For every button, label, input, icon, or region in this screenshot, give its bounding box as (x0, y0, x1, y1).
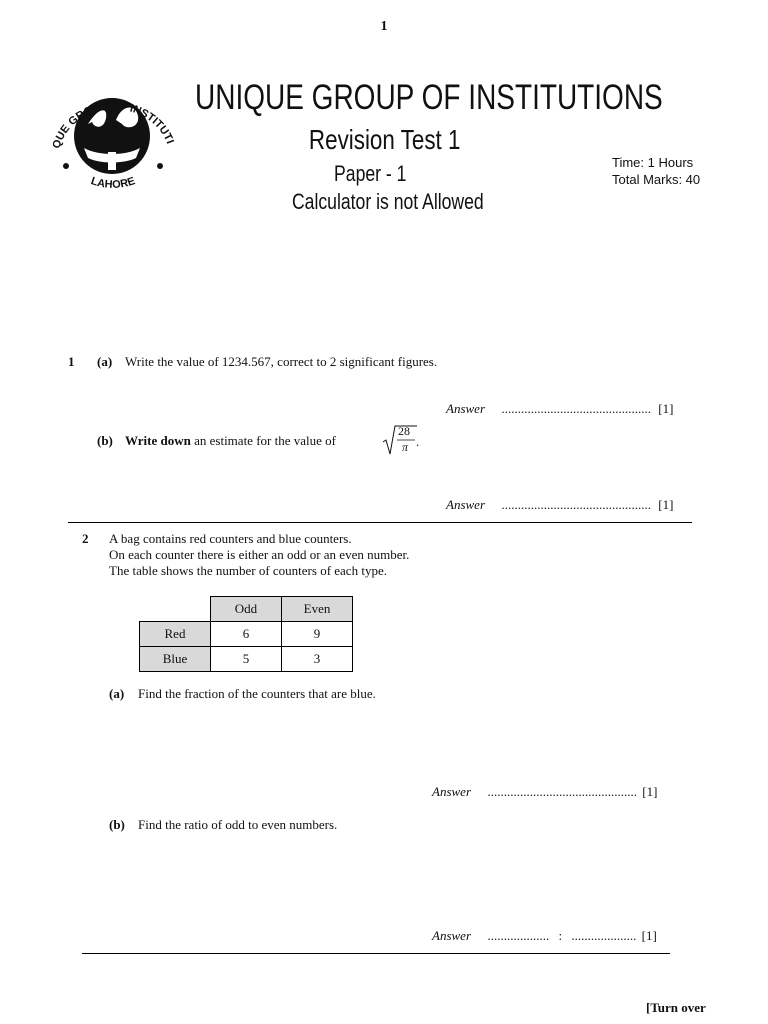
column-header-odd: Odd (211, 597, 282, 622)
column-header-even: Even (282, 597, 353, 622)
test-title: Revision Test 1 (309, 124, 461, 155)
table-header-row (140, 597, 353, 622)
answer-label: Answer (446, 497, 485, 512)
table-cell: 3 (282, 647, 353, 672)
ratio-colon: : (558, 928, 563, 943)
answer-label: Answer (432, 928, 471, 943)
logo-text-bottom: LAHORE (89, 175, 137, 191)
question-1a-label: (a) (97, 354, 113, 369)
marks: [1] (641, 928, 657, 943)
calculator-note: Calculator is not Allowed (292, 189, 484, 214)
question-2-line-1: A bag contains red counters and blue counters. (109, 531, 352, 546)
question-2b-text: Find the ratio of odd to even numbers. (138, 817, 338, 832)
question-2a-text: Find the fraction of the counters that are blue. (138, 686, 376, 701)
marks: [1] (658, 401, 674, 416)
question-divider (68, 522, 692, 523)
question-1b-text: Write down an estimate for the value of (125, 433, 336, 448)
time-allowed: Time: 1 Hours (612, 155, 694, 170)
answer-label: Answer (446, 401, 485, 416)
question-2a-label: (a) (109, 686, 125, 701)
question-1-number: 1 (68, 354, 75, 369)
table-cell: 5 (211, 647, 282, 672)
question-2-line-2: On each counter there is either an odd or an even number. (109, 547, 410, 562)
institution-logo (46, 78, 180, 196)
table-row (140, 647, 353, 672)
question-2b-label: (b) (109, 817, 125, 832)
question-1b-label: (b) (97, 433, 113, 448)
row-header-red: Red (140, 622, 211, 647)
answer-line-right[interactable]: .................... (571, 928, 637, 943)
question-2-number: 2 (82, 531, 89, 546)
answer-line[interactable]: .............................................. (501, 401, 651, 416)
answer-line-left[interactable]: ................... (487, 928, 550, 943)
paper-number: Paper - 1 (333, 161, 407, 186)
logo-text-top: QUE GROUP OF INSTITUTI (50, 100, 176, 151)
table-cell: 6 (211, 622, 282, 647)
question-divider (82, 953, 670, 954)
turn-over-note: [Turn over (646, 1000, 706, 1015)
table-row (140, 622, 353, 647)
question-1a-answer[interactable] (446, 401, 673, 417)
question-1a-text: Write the value of 1234.567, correct to 2 significant figures. (125, 354, 438, 369)
sqrt-expression (382, 424, 422, 456)
sqrt-numerator: 28 (398, 424, 410, 438)
question-2b-answer[interactable] (432, 928, 657, 944)
answer-line[interactable]: .............................................. (487, 784, 637, 799)
answer-line[interactable]: .............................................. (501, 497, 651, 512)
answer-label: Answer (432, 784, 471, 799)
question-2a-answer[interactable] (432, 784, 657, 800)
marks: [1] (658, 497, 674, 512)
counters-table (139, 596, 353, 672)
page-number: 1 (380, 19, 388, 34)
question-1b-answer[interactable] (446, 497, 673, 513)
institution-name: UNIQUE GROUP OF INSTITUTIONS (195, 78, 663, 117)
sqrt-denominator: π (402, 440, 409, 454)
total-marks: Total Marks: 40 (612, 172, 701, 187)
table-corner (140, 597, 211, 622)
row-header-blue: Blue (140, 647, 211, 672)
question-2-line-3: The table shows the number of counters of each type. (109, 563, 387, 578)
table-cell: 9 (282, 622, 353, 647)
sqrt-period: . (416, 434, 420, 449)
logo-emblem (46, 78, 180, 196)
marks: [1] (642, 784, 658, 799)
